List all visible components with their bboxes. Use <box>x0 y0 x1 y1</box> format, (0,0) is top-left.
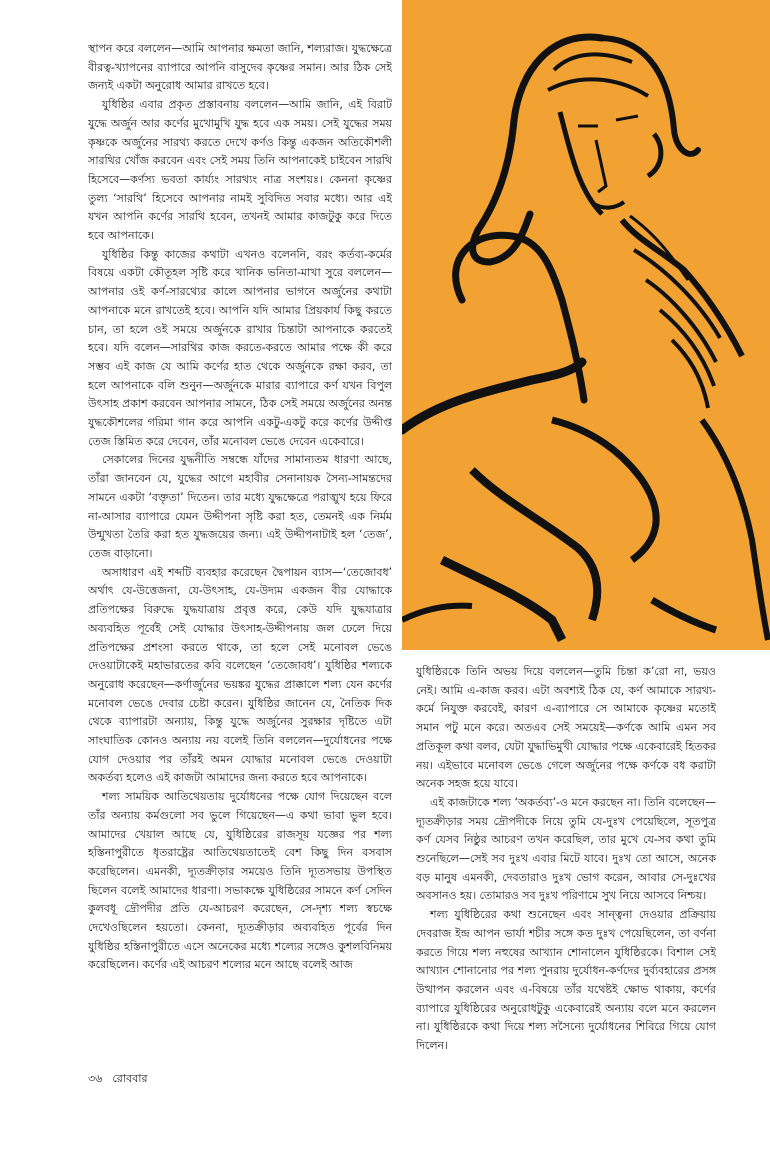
right-text-column <box>416 663 716 1083</box>
magazine-name: রোববার <box>112 1072 148 1085</box>
paragraph: শল্য যুধিষ্ঠিরের কথা শুনেছেন এবং সান্ত্বনা দেওয়ার প্রক্রিয়ায় দেবরাজ ইন্দ্র আপন ভার্যা শচীর সঙ্গে কত দুঃখ পেয়েছিলেন, তা বর্ণনা করতে গিয়ে শল্য নহুষের আখ্যান শোনালেন যুধিষ্ঠিরকে। বিশাল সেই আখ্যান শোনানোর পর শল্য পুনরায় দুর্যোধন-কর্ণদের দুর্ব্যবহারের প্রসঙ্গ উত্থাপন করলেন এবং এ-বিষয়ে তাঁর যথেষ্টই ক্ষোভ থাকায়, কর্ণের ব্যাপারে যুধিষ্ঠিরের অনুরোধটুকু একেবারেই অন্যায় বলে মনে করলেন না। যুধিষ্ঠিরকে কথা দিয়ে শল্য সসৈন্যে দুর্যোধনের শিবিরে গিয়ে যোগ দিলেন। <box>416 908 716 1053</box>
paragraph: সেকালের দিনের যুদ্ধনীতি সম্বন্ধে যাঁদের সামান্যতম ধারণা আছে, তাঁরা জানবেন যে, যুদ্ধের আগে মহাবীর সেনানায়ক সৈন্য-সামন্তদের সামনে একটা ‘বক্তৃতা’ দিতেন। তার মধ্যে যুদ্ধক্ষেত্রে পরাঙ্মুখ হয়ে ফিরে না-আসার ব্যাপারে যেমন উদ্দীপনা সৃষ্টি করা হত, তেমনই এক নির্মম উন্মুখতা তৈরি করা হত যুদ্ধজয়ের জন্য। এই উদ্দীপনাটাই হল ‘তেজ’, তেজ বাড়ানো। <box>88 453 392 560</box>
illustration-woman-praying <box>402 0 770 650</box>
paragraph: এই কাজটাকে শল্য ‘অকর্তব্য’-ও মনে করছেন না। তিনি বলেছেন—দ্যূতক্রীড়ার সময় দ্রৌপদীকে নিয়ে তুমি যে-দুঃখ পেয়েছিলে, সূতপুত্র কর্ণ যেসব নিষ্ঠুর আচরণ তখন করেছিল, তার মুখে যে-সব কথা তুমি শুনেছিলে—সেই সব দুঃখ এবার মিটে যাবে। দুঃখ তো আসে, অনেক বড় মানুষ এমনকী, দেবতারাও দুঃখ ভোগ করেন, আবার সে-দুঃখের অবসানও হয়। তোমারও সব দুঃখ পরিণামে সুখ নিয়ে আসবে নিশ্চয়। <box>416 795 716 903</box>
page-footer <box>88 1070 148 1089</box>
paragraph: যুধিষ্ঠিরকে তিনি অভয় দিয়ে বললেন—তুমি চিন্তা ক’রো না, ভয়ও নেই। আমি এ-কাজ করব। এটা অবশ্যই ঠিক যে, কর্ণ আমাকে সারথ্য-কর্মে নিযুক্ত করবেই, কারণ এ-ব্যাপারে সে আমাকে কৃষ্ণের মতোই সমান পটু মনে করে। অতএব সেই সময়েই—কর্ণকে আমি এমন সব প্রতিকূল কথা বলব, যেটা যুদ্ধাভিমুখী যোদ্ধার পক্ষে একেবারেই হিতকর নয়। এইভাবে মনোবল ভেঙে গেলে অর্জুনের পক্ষে কর্ণকে বধ করাটা অনেক সহজ হয়ে যাবে। <box>416 665 716 791</box>
paragraph: অসাধারণ এই শব্দটি ব্যবহার করেছেন দ্বৈপায়ন ব্যাস—‘তেজোবধ’ অর্থাৎ যে-উত্তেজনা, যে-উৎসাহ, যে-উদ্যম একজন বীর যোদ্ধাকে প্রতিপক্ষের বিরুদ্ধে যুদ্ধযাত্রায় প্রবৃত্ত করে, কেউ যদি যুদ্ধযাত্রার অব্যবহিত পূর্বেই সেই যোদ্ধার উৎসাহ-উদ্দীপনায় জল ঢেলে দিয়ে প্রতিপক্ষের প্রশংসা করতে থাকে, তা হলে সেই মনোবল ভেঙে দেওয়াটাকেই মহাভারতের কবি বলেছেন ‘তেজোবধ’। যুধিষ্ঠির শল্যকে অনুরোধ করেছেন—কর্ণার্জুনের ভয়ঙ্কর যুদ্ধের প্রাক্কালে শল্য যেন কর্ণের মনোবল ভেঙে দেবার চেষ্টা করেন। যুধিষ্ঠির জানেন যে, নৈতিক দিক থেকে ব্যাপারটা অন্যায়, কিন্তু যুদ্ধে অর্জুনের সুরক্ষার দৃষ্টিতে এটা সাংঘাতিক কোনও অন্যায় নয় বলেই তিনি বললেন—দুর্যোধনের পক্ষে যোগ দেওয়ার পর তাঁরই অমন যোদ্ধার মনোবল ভেঙে দেওয়াটা অকর্তব্য হলেও এই কাজটা আমাদের জন্য করতে হবে আপনাকে। <box>88 565 392 785</box>
left-text-column <box>88 40 392 1085</box>
paragraph: শল্য সাময়িক আতিথেয়তায় দুর্যোধনের পক্ষে যোগ দিয়েছেন বলে তাঁর অন্যায় কর্মগুলো সব ভুলে গিয়েছেন—এ কথা ভাবা ভুল হবে। আমাদের খেয়াল আছে যে, যুধিষ্ঠিরের রাজসূয় যজ্ঞের পর শল্য হস্তিনাপুরীতে ধৃতরাষ্ট্রের আতিথেয়তাতেই বেশ কিছু দিন বসবাস করেছিলেন। এমনকী, দ্যূতক্রীড়ার সময়েও তিনি দ্যূতসভায় উপস্থিত ছিলেন বলেই আমাদের ধারণা। সভাকক্ষে যুধিষ্ঠিরের সামনে কর্ণ সেদিন কুলবধূ দ্রৌপদীর প্রতি যে-আচরণ করেছেন, সে-দৃশ্য শল্য স্বচক্ষে দেখেওছিলেন হয়তো। কেননা, দ্যূতক্রীড়ার অব্যবহিত পূর্বের দিন যুধিষ্ঠির হস্তিনাপুরীতে এসে অনেকের মধ্যে শল্যের সঙ্গেও কুশলবিনিময় করেছিলেন। কর্ণের এই আচরণ শল্যের মনে আছে বলেই আজ <box>88 790 392 972</box>
paragraph: যুধিষ্ঠির এবার প্রকৃত প্রস্তাবনায় বললেন—আমি জানি, এই বিরাট যুদ্ধে অর্জুন আর কর্ণের মুখোমুখি যুদ্ধ হবে এক সময়। সেই যুদ্ধের সময় কৃষ্ণকে অর্জুনের সারথ্য করতে দেখে কর্ণও কিন্তু একজন অতিকৌশলী সারথির খোঁজ করবেন এবং সেই সময় তিনি আপনাকেই চাইবেন সারথি হিসেবে—কর্ণস্য ভবতা কার্য্যং সারথ্যং নাত্র সংশয়ঃ। কেননা কৃষ্ণের তুল্য ‘সারথি’ হিসেবে আপনার নামই সুবিদিত সবার মধ্যে। আর এই যখন আপনি কর্ণের সারথি হবেন, তখনই আমার কাজটুকু করে দিতে হবে আপনাকে। <box>88 98 392 243</box>
woman-illustration-art <box>402 0 770 650</box>
paragraph: স্থাপন করে বললেন—আমি আপনার ক্ষমতা জানি, শল্যরাজ। যুদ্ধক্ষেত্রে বীরত্ব-খ্যাপনের ব্যাপারে আপনি বাসুদেব কৃষ্ণের সমান। আর ঠিক সেই জন্যই একটা অনুরোধ আমার রাখতে হবে। <box>88 42 392 93</box>
paragraph: যুধিষ্ঠির কিন্তু কাজের কথাটা এখনও বলেননি, বরং কর্তব্য-কর্মের বিষয়ে একটা কৌতূহল সৃষ্টি করে খানিক ভনিতা-মাখা সুরে বললেন—আপনার ওই কর্ণ-সারথ্যের কালে আপনার ভাগনে অর্জুনের কথাটা আপনাকে মনে রাখতেই হবে। আপনি যদি আমার প্রিয়কার্য কিছু করতে চান, তা হলে ওই সময়ে অর্জুনকে রাখার চিন্তাটা আপনাকে করতেই হবে। যদি বলেন—সারথির কাজ করতে-করতে আমার পক্ষে কী করে সম্ভব এই কাজ যে আমি কর্ণের হাত থেকে অর্জুনকে রক্ষা করব, তা হলে আপনাকে বলি শুনুন—অর্জুনকে মারার ব্যাপারে কর্ণ যখন বিপুল উৎসাহ প্রকাশ করবেন আপনার সামনে, ঠিক সেই সময়ে অর্জুনের অনন্ত যুদ্ধকৌশলের গরিমা গান করে আপনি একটু-একটু করে কর্ণের উদ্দীপ্ত তেজ স্তিমিত করে দেবেন, তাঁর মনোবল ভেঙে দেবেন একেবারে। <box>88 247 392 448</box>
page-number: ৩৬ <box>88 1072 103 1085</box>
